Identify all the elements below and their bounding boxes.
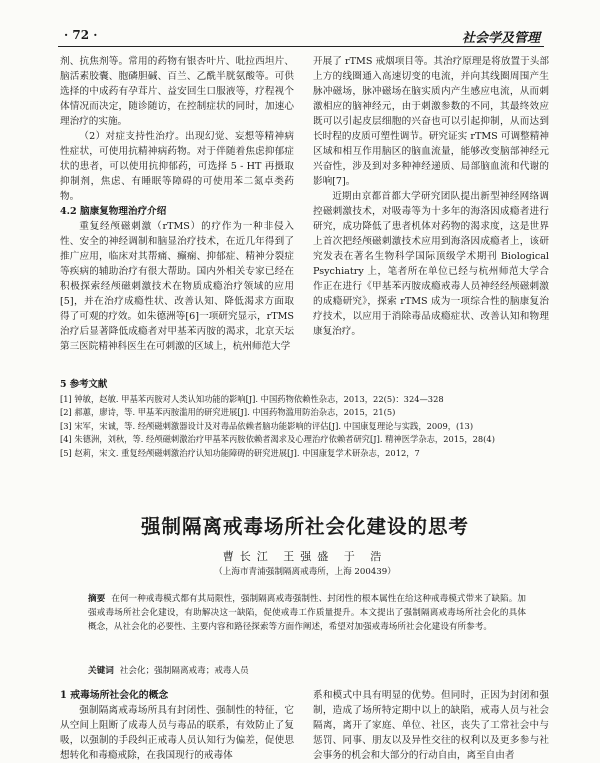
- reference-item: [2] 郝蕙，廖诗，等. 甲基苯丙胺滥用的研究进展[J]. 中国药物滥用防治杂志，2015，21(5): [60, 407, 396, 418]
- article-title: 强制隔离戒毒场所社会化建设的思考: [140, 515, 469, 538]
- paragraph: （2）对症支持性治疗。出现幻觉、妄想等精神病性症状，可使用抗精神病药物。对于伴随着焦虑抑郁症状的患者，可以使用抗抑郁药，可选择 5 - HT 再摄取抑制剂，焦虑、有睡眠等障碍的可使用苯二氮卓类药物。: [60, 131, 294, 202]
- abstract-text: 在何一种戒毒模式都有其局限性，强制隔离戒毒强制性、封闭性的根本属性在给这种戒毒模式带来了缺陷。加强戒毒场所社会化建设，有助解决这一缺陷，促使戒毒工作质量提升。本文提出了强制隔离戒毒场所社会化的具体概念，从社会化的必要性、主要内容和路径探索等方面作阐述，希望对加强戒毒场所社会化建设有所参考。: [88, 594, 526, 632]
- article-affiliation: （上海市青浦强制隔离戒毒所，上海 200439）: [214, 567, 396, 577]
- reference-item: [1] 钟敏，赵敏. 甲基苯丙胺对人类认知功能的影响[J]. 中国药物依赖性杂志，2013，22(5)：324—328: [60, 393, 444, 404]
- reference-item: [4] 朱德洲，刘秋，等. 经颅磁刺激治疗甲基苯丙胺依赖者渴求及心理治疗依赖者研究[J]. 精神医学杂志，2015，28(4): [60, 434, 495, 445]
- paragraph: 开展了 rTMS 戒烟项目等。其治疗原理是将放置于头部上方的线圈通入高速切变的电流，并向其线圈周围产生脉冲磁场，脉冲磁场在脑实质内产生感应电流，从而刺激相应的脑神经元，由于刺激参数的不同，其最终效应既可以引起皮层细胞的兴奋也可以引起抑制，从而达到长时程的皮质可塑性调节。研究证实 rTMS 可调整精神区域和相互作用脑区的脑血流量，能够改变脑部神经元兴奋性，涉及到对多种神经递质、局部脑血流和代谢的影响[7]。: [313, 56, 549, 187]
- abstract: [88, 592, 526, 634]
- left-column-top: [60, 54, 294, 354]
- reference-item: [5] 赵莉，宋文. 重复经颅磁刺激治疗认知功能障碍的研究进展[J]. 中国康复学术研杂志，2012，7: [60, 447, 420, 458]
- references: [60, 378, 550, 461]
- paragraph: 剂、抗焦剂等。常用的药物有银杏叶片、吡拉西坦片、脑活素胶囊、胞磷胆碱、百兰、乙酰半胱氨酸等。可供选择的中成药有孕茸片、益安回生口服液等，疗程视个体情况而决定，随诊随访，在控制症状的同时，加速心理治疗的实施。: [60, 56, 294, 127]
- keywords-label: 关键词: [88, 666, 114, 676]
- paragraph: 系和模式中具有明显的优势。但同时，正因为封闭和强制，造成了场所特定期中以上的缺陷，戒毒人员与社会隔离，离开了家庭、单位、社区，丧失了工常社会中与惩罚、同事、朋友以及异性交往的权利以及更多参与社会事务的机会和大部分的行动自由，离至自由者: [313, 690, 549, 761]
- article-authors: 曹长江 王强盛 于 浩: [222, 550, 388, 563]
- header-rule: [58, 46, 544, 47]
- keywords-text: 社会化；强制隔离戒毒；戒毒人员: [119, 666, 249, 676]
- right-column-bottom: [313, 688, 549, 763]
- paragraph: 重复经颅磁刺激（rTMS）的疗作为一种非侵入性、安全的神经调制和脑显治疗技术，在近几年得到了推广应用，临床对其帮痛、癫痫、抑郁症、精神分裂症等疾病的辅助治疗有很大帮助。国内外相关专家已经在积极探索经颅磁刺激技术在物质成瘾治疗领域的应用[5]，并在治疗成瘾性状、改善认知、降低渴求方面取得了可观的疗效。如朱德洲等[6]一项研究显示，rTMS 治疗后显著降低成瘾者对甲基苯丙胺的渴求，北京天坛第三医院精神科医生在可刺激的区域上，杭州师范大学: [60, 221, 294, 352]
- right-column-top: [313, 54, 549, 339]
- paragraph: 强制隔离戒毒场所具有封闭性、强制性的特征，它从空间上阻断了成毒人员与毒品的联系，有效防止了复吸，以强制的手段纠正戒毒人员认知行为偏差，促使思想转化和毒瘾戒除，在我国现行的戒毒体: [60, 705, 294, 761]
- abstract-label: 摘要: [88, 594, 106, 604]
- section-heading: 1 戒毒场所社会化的概念: [60, 690, 169, 701]
- references-heading: 5 参考文献: [60, 379, 108, 390]
- journal-name: 社会学及管理: [461, 31, 540, 46]
- section-heading: 4.2 脑康复物理治疗介绍: [60, 206, 167, 217]
- keywords: [88, 664, 526, 676]
- left-column-bottom: [60, 688, 294, 763]
- paragraph: 近期由京都首都大学研究团队提出新型神经网络调控磁刺激技术，对吸毒等为十多年的海洛因成瘾者进行研究，成功降低了患者机体对药物的渴求度，这是世界上首次把经颅磁刺激技术应用到海洛因成瘾者上，该研究发表在著名生物科学国际顶级学术期刊 Biological Psychiatry 上，笔者所在单位已经与杭州师范大学合作正在进行《甲基苯丙胺成瘾戒毒人员神经经颅磁刺激的成瘾研究》，探索 rTMS 成为一项综合性的脑康复治疗技术，以应用于消除毒品成瘾症状、改善认知和物理康复治疗。: [313, 191, 549, 337]
- reference-item: [3] 宋军，宋诚，等. 经颅磁刺激器设计及对毒品依赖者脑功能影响的评估[J]. 中国康复理论与实践，2009，(13): [60, 420, 474, 431]
- page-number: · 72 ·: [64, 28, 98, 42]
